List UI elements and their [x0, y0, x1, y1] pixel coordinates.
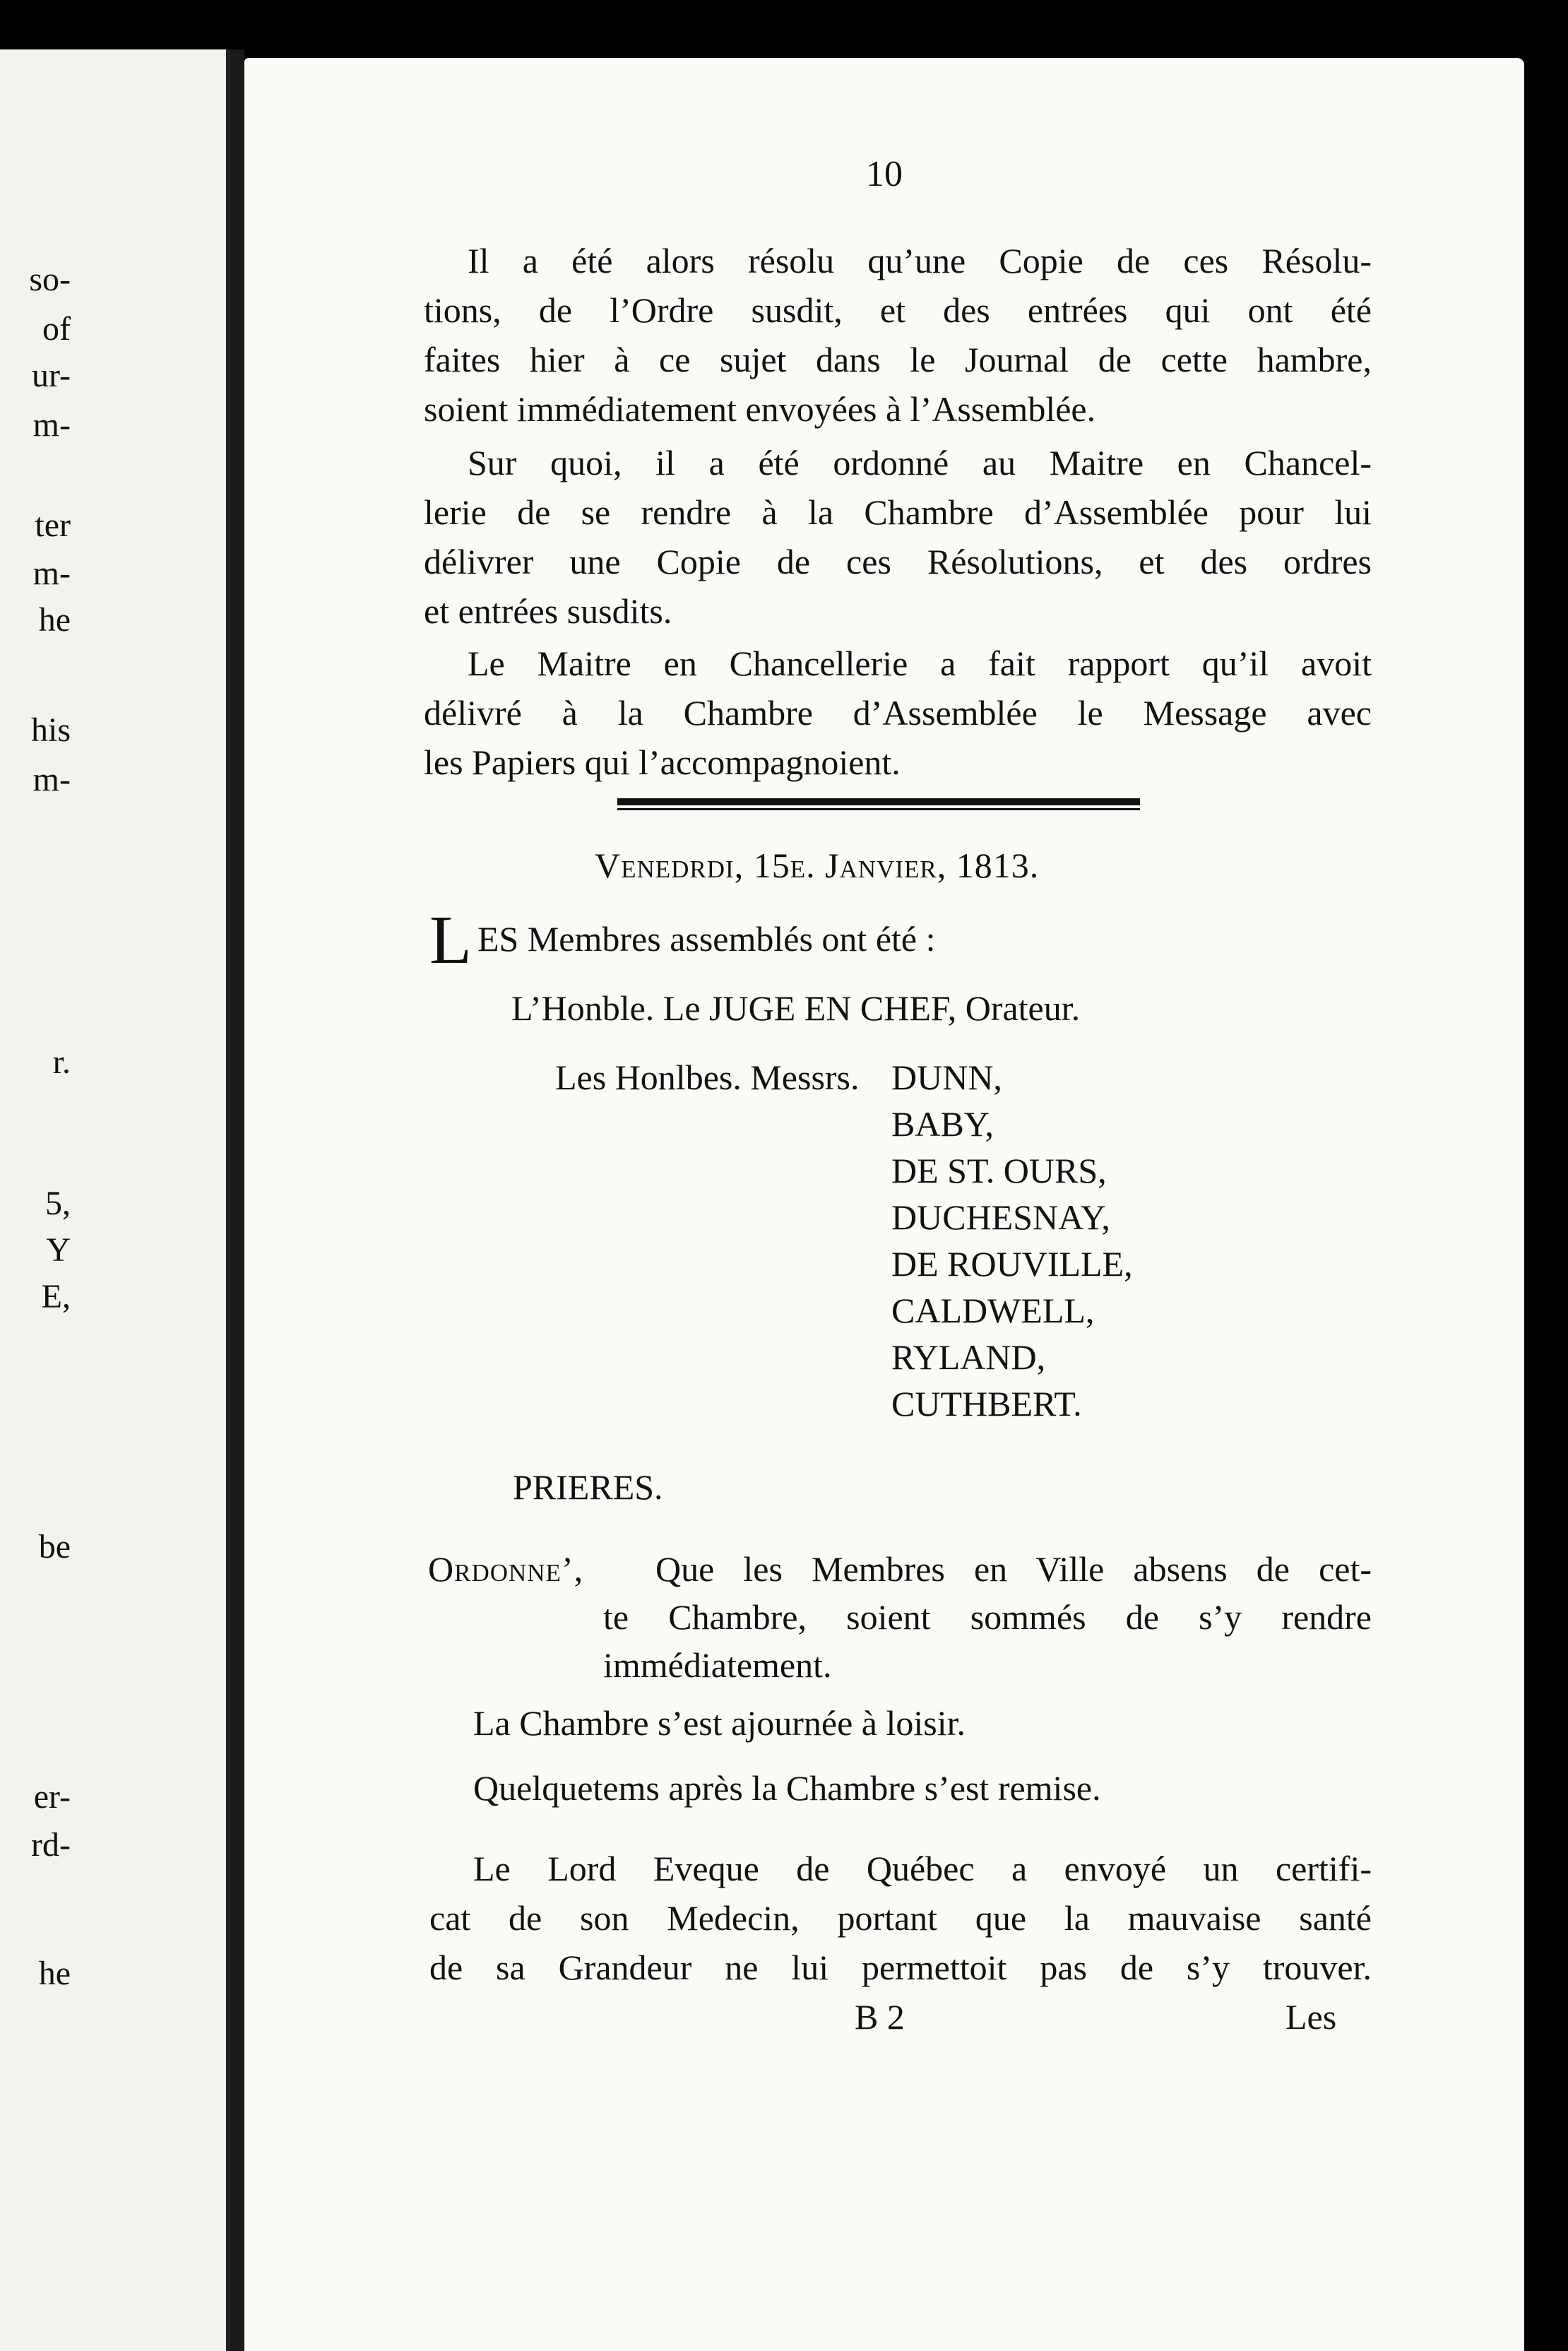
catchword: Les: [1285, 1997, 1337, 2037]
book-gutter: [230, 49, 244, 2351]
text-line: lerie de se rendre à la Chambre d’Assemblée pour lui: [424, 492, 1372, 532]
section-rule-thin: [617, 808, 1140, 810]
drop-cap: L: [429, 902, 472, 978]
section-rule: [617, 798, 1140, 805]
order-label: Ordonne’,: [428, 1549, 584, 1589]
prayers-heading: PRIERES.: [513, 1467, 663, 1507]
text-line: Sur quoi, il a été ordonné au Maitre en Chancel-: [468, 443, 1372, 482]
left-fragment: er-: [33, 1778, 71, 1816]
member-name: CUTHBERT.: [891, 1384, 1082, 1423]
left-fragment: be: [38, 1528, 71, 1565]
left-fragment: Y: [46, 1231, 71, 1269]
left-fragment: m-: [32, 761, 71, 798]
left-fragment: rd-: [31, 1826, 71, 1864]
left-fragment: his: [30, 711, 71, 749]
text-line: faites hier à ce sujet dans le Journal de cette hambre,: [424, 340, 1372, 379]
left-fragment: ter: [35, 507, 71, 544]
member-name: DUCHESNAY,: [891, 1197, 1110, 1237]
left-fragment: r.: [52, 1043, 71, 1081]
text-line: délivré à la Chambre d’Assemblée le Message avec: [424, 693, 1372, 733]
text-line: tions, de l’Ordre susdit, et des entrées qui ont été: [424, 290, 1372, 330]
text-line: Il a été alors résolu qu’une Copie de ces Résolu-: [468, 241, 1372, 280]
left-fragment: he: [38, 601, 71, 639]
member-name: DE ST. OURS,: [891, 1151, 1107, 1190]
left-facing-page: [0, 49, 230, 2351]
page-number: 10: [866, 154, 903, 194]
left-fragment: he: [38, 1955, 71, 1992]
orator-line: L’Honble. Le JUGE EN CHEF, Orateur.: [511, 988, 1081, 1028]
text-line: te Chambre, soient sommés de s’y rendre: [603, 1597, 1372, 1637]
left-fragment: m-: [32, 406, 71, 444]
date-heading: Venedrdi, 15e. Janvier, 1813.: [595, 846, 1040, 885]
adjourned-line: La Chambre s’est ajournée à loisir.: [473, 1703, 966, 1743]
text-line: et entrées susdits.: [424, 591, 672, 631]
text-line: les Papiers qui l’accompagnoient.: [424, 742, 901, 782]
left-fragment: ur-: [31, 357, 71, 394]
document-page: [244, 58, 1524, 2351]
members-prefix: Les Honlbes. Messrs.: [555, 1058, 860, 1097]
member-name: DUNN,: [891, 1058, 1002, 1097]
left-fragment: E,: [41, 1278, 71, 1315]
text-line: soient immédiatement envoyées à l’Assemblée.: [424, 389, 1096, 429]
left-fragment: of: [42, 310, 71, 348]
members-intro: ES Membres assemblés ont été :: [477, 919, 936, 959]
text-line: Que les Membres en Ville absens de cet-: [655, 1549, 1372, 1589]
text-line: de sa Grandeur ne lui permettoit pas de s’y trouver.: [429, 1948, 1372, 1987]
text-line: cat de son Medecin, portant que la mauvaise santé: [429, 1898, 1372, 1938]
resumed-line: Quelquetems après la Chambre s’est remise.: [473, 1768, 1101, 1808]
text-line: délivrer une Copie de ces Résolutions, et des ordres: [424, 542, 1372, 581]
left-fragment: m-: [32, 555, 71, 592]
left-fragment: 5,: [45, 1185, 71, 1222]
member-name: RYLAND,: [891, 1337, 1046, 1377]
member-name: DE ROUVILLE,: [891, 1244, 1133, 1284]
text-line: Le Lord Eveque de Québec a envoyé un certifi-: [473, 1849, 1372, 1888]
signature-mark: B 2: [855, 1997, 905, 2037]
member-name: BABY,: [891, 1104, 994, 1144]
member-name: CALDWELL,: [891, 1291, 1095, 1330]
text-line: immédiatement.: [603, 1645, 832, 1685]
text-line: Le Maitre en Chancellerie a fait rapport qu’il avoit: [468, 644, 1372, 683]
left-fragment: so-: [29, 261, 71, 298]
